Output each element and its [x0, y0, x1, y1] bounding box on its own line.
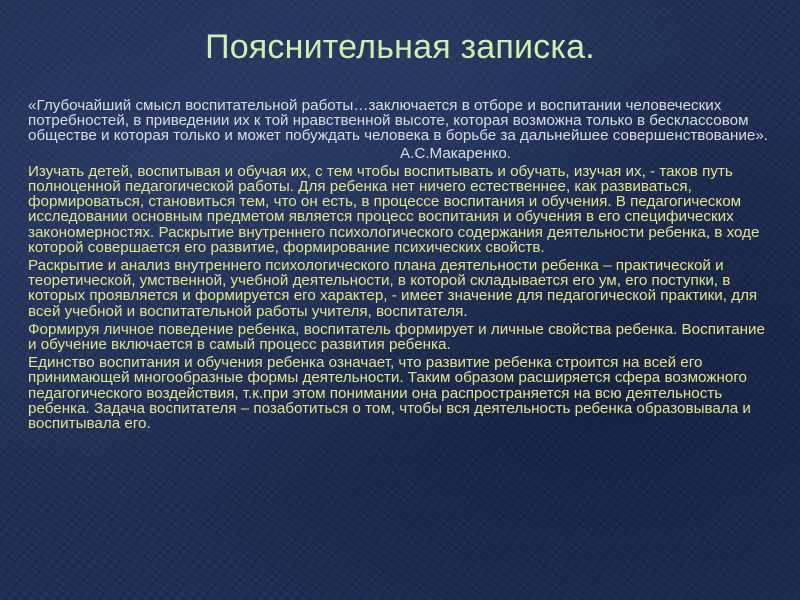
paragraph: Раскрытие и анализ внутреннего психологического плана деятельности ребенка – практической и теоретической, умственной, учебной деятельности, в которой складывается его ум, его поступки, в которых проявляется и формируется его характер, - имеет значение для педагогической практики, для всей учебной и воспитательной работы учителя, воспитателя. [28, 257, 758, 320]
slide-body [28, 98, 772, 431]
epigraph-author: А.С.Макаренко. [400, 144, 511, 162]
paragraph: Единство воспитания и обучения ребенка означает, что развитие ребенка строится на всей его принимающей многообразные формы деятельности. Таким образом расширяется сфера возможного педагогического воздействия, т.к.при этом понимании она распространяется на всю деятельность ребенка. Задача воспитателя – позаботиться о том, чтобы вся деятельность ребенка образовывала и воспитывала его. [28, 354, 751, 433]
paragraph: Изучать детей, воспитывая и обучая их, с тем чтобы воспитывать и обучать, изучая их, - таков путь полноценной педагогической работы. Для ребенка нет ничего естественнее, как развиваться, формироваться, становиться тем, что он есть, в процессе воспитания и обучения. В педагогическом исследовании основным предметом является процесс воспитания и обучения в его специфических закономерностях. Раскрытие внутреннего психологического содержания деятельности ребенка, в ходе которой совершается его развитие, формирование психических свойств. [28, 162, 760, 256]
paragraph: Формируя личное поведение ребенка, воспитатель формирует и личные свойства ребенка. Воспитание и обучение включается в самый процесс развития ребенка. [28, 320, 765, 354]
slide-title: Пояснительная записка. [205, 28, 595, 66]
epigraph-quote: «Глубочайший смысл воспитательной работы…заключается в отборе и воспитании человеческих потребностей, в приведении их к той нравственной высоте, которая возможна только в бесклассовом обществе и которая только и может побуждать человека в борьбе за дальнейшее совершенствование». [28, 97, 768, 145]
